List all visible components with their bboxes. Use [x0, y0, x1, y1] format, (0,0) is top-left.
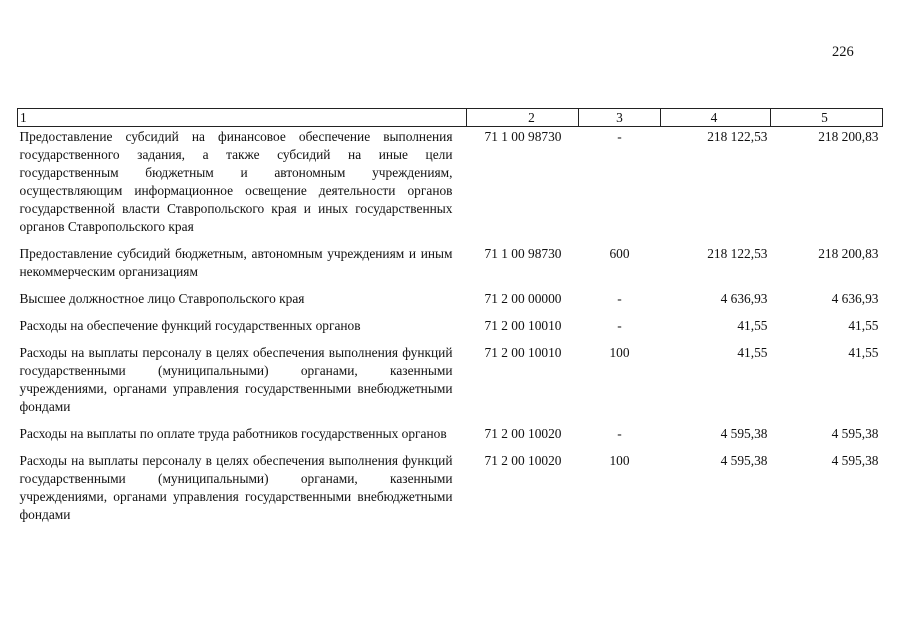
row-sum-2: 4 595,38 — [831, 426, 879, 441]
header-col-3: 3 — [579, 109, 661, 127]
row-vr: - — [617, 291, 622, 306]
row-sum-2: 218 200,83 — [818, 129, 879, 144]
row-vr: 100 — [609, 345, 630, 360]
row-sum-2: 4 595,38 — [831, 453, 879, 468]
table-row — [18, 452, 883, 533]
header-col-4: 4 — [661, 109, 771, 127]
row-sum-1: 4 636,93 — [720, 291, 768, 306]
row-sum-2: 4 636,93 — [831, 291, 879, 306]
row-sum-2: 218 200,83 — [818, 246, 879, 261]
header-col-1: 1 — [18, 109, 467, 127]
row-name: Расходы на выплаты персоналу в целях обеспечения выполнения функций государственными (муниципальными) органами, казенными учреждениями, органами управления государственными внебюджетными фондами — [19, 345, 453, 414]
row-sum-1: 41,55 — [737, 318, 768, 333]
row-code: 71 1 00 98730 — [484, 129, 562, 144]
row-name: Предоставление субсидий бюджетным, автономным учреждениям и иным некоммерческим организациям — [19, 246, 453, 279]
header-col-2: 2 — [467, 109, 579, 127]
table-row — [18, 344, 883, 425]
row-code: 71 2 00 10010 — [484, 318, 562, 333]
row-code: 71 2 00 00000 — [484, 291, 562, 306]
row-sum-2: 41,55 — [848, 345, 879, 360]
table-row — [18, 245, 883, 290]
row-vr: 600 — [609, 246, 630, 261]
row-name: Расходы на выплаты персоналу в целях обеспечения выполнения функций государственными (муниципальными) органами, казенными учреждениями, органами управления государственными внебюджетными фондами — [19, 453, 453, 522]
table-row — [18, 290, 883, 317]
row-code: 71 2 00 10020 — [484, 426, 562, 441]
row-vr: - — [617, 129, 622, 144]
row-sum-2: 41,55 — [848, 318, 879, 333]
row-name: Высшее должностное лицо Ставропольского края — [19, 291, 305, 306]
row-sum-1: 218 122,53 — [707, 129, 768, 144]
header-col-5: 5 — [771, 109, 883, 127]
budget-table — [17, 108, 883, 533]
row-vr: - — [617, 426, 622, 441]
row-sum-1: 41,55 — [737, 345, 768, 360]
row-vr: 100 — [609, 453, 630, 468]
table-row — [18, 317, 883, 344]
row-name: Расходы на обеспечение функций государственных органов — [19, 318, 361, 333]
row-sum-1: 218 122,53 — [707, 246, 768, 261]
table-header-row — [18, 109, 883, 127]
table-row — [18, 425, 883, 452]
table-row — [18, 127, 883, 246]
row-sum-1: 4 595,38 — [720, 426, 768, 441]
row-code: 71 1 00 98730 — [484, 246, 562, 261]
row-name: Предоставление субсидий на финансовое обеспечение выполнения государственного задания, а также субсидий на иные цели государственным бюджетным и автономным учреждениям, осуществляющим информационное освещение деятельности органов государственной власти Ставропольского края и иных государственных органов Ставропольского края — [19, 129, 453, 234]
row-code: 71 2 00 10020 — [484, 453, 562, 468]
row-sum-1: 4 595,38 — [720, 453, 768, 468]
row-code: 71 2 00 10010 — [484, 345, 562, 360]
row-vr: - — [617, 318, 622, 333]
row-name: Расходы на выплаты по оплате труда работников государственных органов — [19, 426, 447, 441]
page-number: 226 — [832, 44, 854, 60]
